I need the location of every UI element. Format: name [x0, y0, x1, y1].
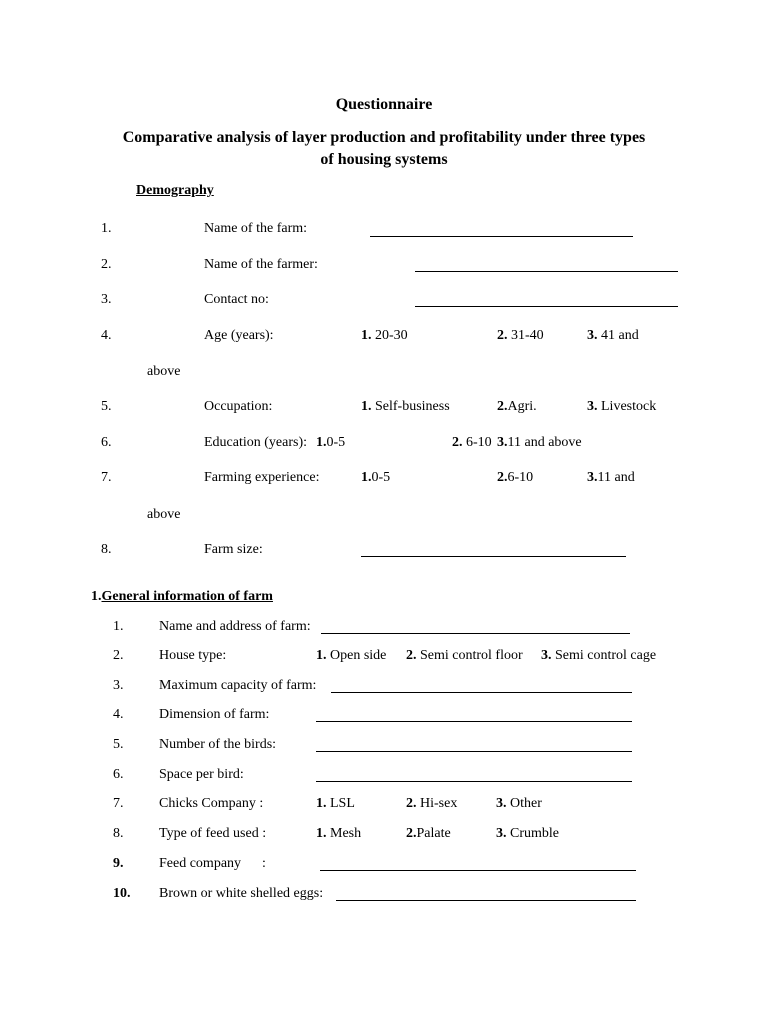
egg-shell-field[interactable] [336, 900, 636, 901]
demography-heading: Demography [136, 183, 214, 198]
chicks-option-3[interactable]: 3. Other [496, 796, 542, 811]
gen-label-dimension: Dimension of farm: [159, 707, 270, 722]
chicks-option-1[interactable]: 1. LSL [316, 796, 355, 811]
demo-num-2: 2. [101, 257, 112, 272]
gen-num-6: 6. [113, 767, 124, 782]
capacity-field[interactable] [331, 692, 632, 693]
feed-option-2[interactable]: 2.Palate [406, 826, 451, 841]
experience-option-1[interactable]: 1.0-5 [361, 470, 391, 485]
chicks-option-2[interactable]: 2. Hi-sex [406, 796, 458, 811]
education-option-2[interactable]: 2. 6-10 [452, 435, 492, 450]
subtitle-line-2: of housing systems [320, 151, 448, 168]
name-address-field[interactable] [321, 633, 630, 634]
demo-label-education: Education (years): [204, 435, 308, 450]
gen-num-1: 1. [113, 619, 124, 634]
demo-num-1: 1. [101, 221, 112, 236]
demo-label-farm-size: Farm size: [204, 542, 263, 557]
demo-label-age: Age (years): [204, 328, 274, 343]
subtitle-line-1: Comparative analysis of layer production and profitability under three types [122, 129, 646, 146]
general-info-heading: 1.General information of farm [91, 589, 273, 604]
gen-label-house-type: House type: [159, 648, 227, 663]
gen-num-5: 5. [113, 737, 124, 752]
occupation-option-1[interactable]: 1. Self-business [361, 399, 450, 414]
gen-label-chicks-company: Chicks Company : [159, 796, 264, 811]
gen-num-8: 8. [113, 826, 124, 841]
gen-num-9: 9. [113, 856, 124, 871]
gen-num-3: 3. [113, 678, 124, 693]
experience-option-2[interactable]: 2.6-10 [497, 470, 534, 485]
demo-label-contact: Contact no: [204, 292, 269, 307]
demo-label-farmer-name: Name of the farmer: [204, 257, 318, 272]
bird-count-field[interactable] [316, 751, 632, 752]
demo-num-4: 4. [101, 328, 112, 343]
age-option-2[interactable]: 2. 31-40 [497, 328, 544, 343]
gen-label-name-address: Name and address of farm: [159, 619, 311, 634]
farm-name-field[interactable] [370, 236, 633, 237]
space-field[interactable] [316, 781, 632, 782]
experience-option-3[interactable]: 3.11 and [587, 470, 635, 485]
gen-label-feed-type: Type of feed used : [159, 826, 267, 841]
house-type-option-1[interactable]: 1. Open side [316, 648, 387, 663]
dimension-field[interactable] [316, 721, 632, 722]
feed-company-field[interactable] [320, 870, 636, 871]
demo-label-farm-name: Name of the farm: [204, 221, 308, 236]
age-option-1[interactable]: 1. 20-30 [361, 328, 408, 343]
house-type-option-3[interactable]: 3. Semi control cage [541, 648, 657, 663]
experience-option-continuation: above [147, 507, 181, 522]
gen-label-egg-shell: Brown or white shelled eggs: [159, 886, 324, 901]
education-option-3[interactable]: 3.11 and above [497, 435, 582, 450]
demo-label-occupation: Occupation: [204, 399, 273, 414]
gen-num-10: 10. [113, 886, 131, 901]
gen-num-4: 4. [113, 707, 124, 722]
demo-num-8: 8. [101, 542, 112, 557]
farm-size-field[interactable] [361, 556, 626, 557]
gen-num-7: 7. [113, 796, 124, 811]
demo-label-experience: Farming experience: [204, 470, 320, 485]
gen-label-feed-company: Feed company : [159, 856, 266, 871]
feed-option-3[interactable]: 3. Crumble [496, 826, 559, 841]
contact-field[interactable] [415, 306, 678, 307]
feed-option-1[interactable]: 1. Mesh [316, 826, 362, 841]
gen-label-space: Space per bird: [159, 767, 244, 782]
demo-num-6: 6. [101, 435, 112, 450]
gen-label-bird-count: Number of the birds: [159, 737, 277, 752]
page-title: Questionnaire [335, 96, 433, 113]
occupation-option-2[interactable]: 2.Agri. [497, 399, 537, 414]
farmer-name-field[interactable] [415, 271, 678, 272]
demo-num-7: 7. [101, 470, 112, 485]
gen-label-capacity: Maximum capacity of farm: [159, 678, 317, 693]
education-option-1[interactable]: 1.0-5 [316, 435, 346, 450]
demo-num-3: 3. [101, 292, 112, 307]
demo-num-5: 5. [101, 399, 112, 414]
gen-num-2: 2. [113, 648, 124, 663]
house-type-option-2[interactable]: 2. Semi control floor [406, 648, 523, 663]
age-option-3[interactable]: 3. 41 and [587, 328, 639, 343]
occupation-option-3[interactable]: 3. Livestock [587, 399, 657, 414]
age-option-continuation: above [147, 364, 181, 379]
